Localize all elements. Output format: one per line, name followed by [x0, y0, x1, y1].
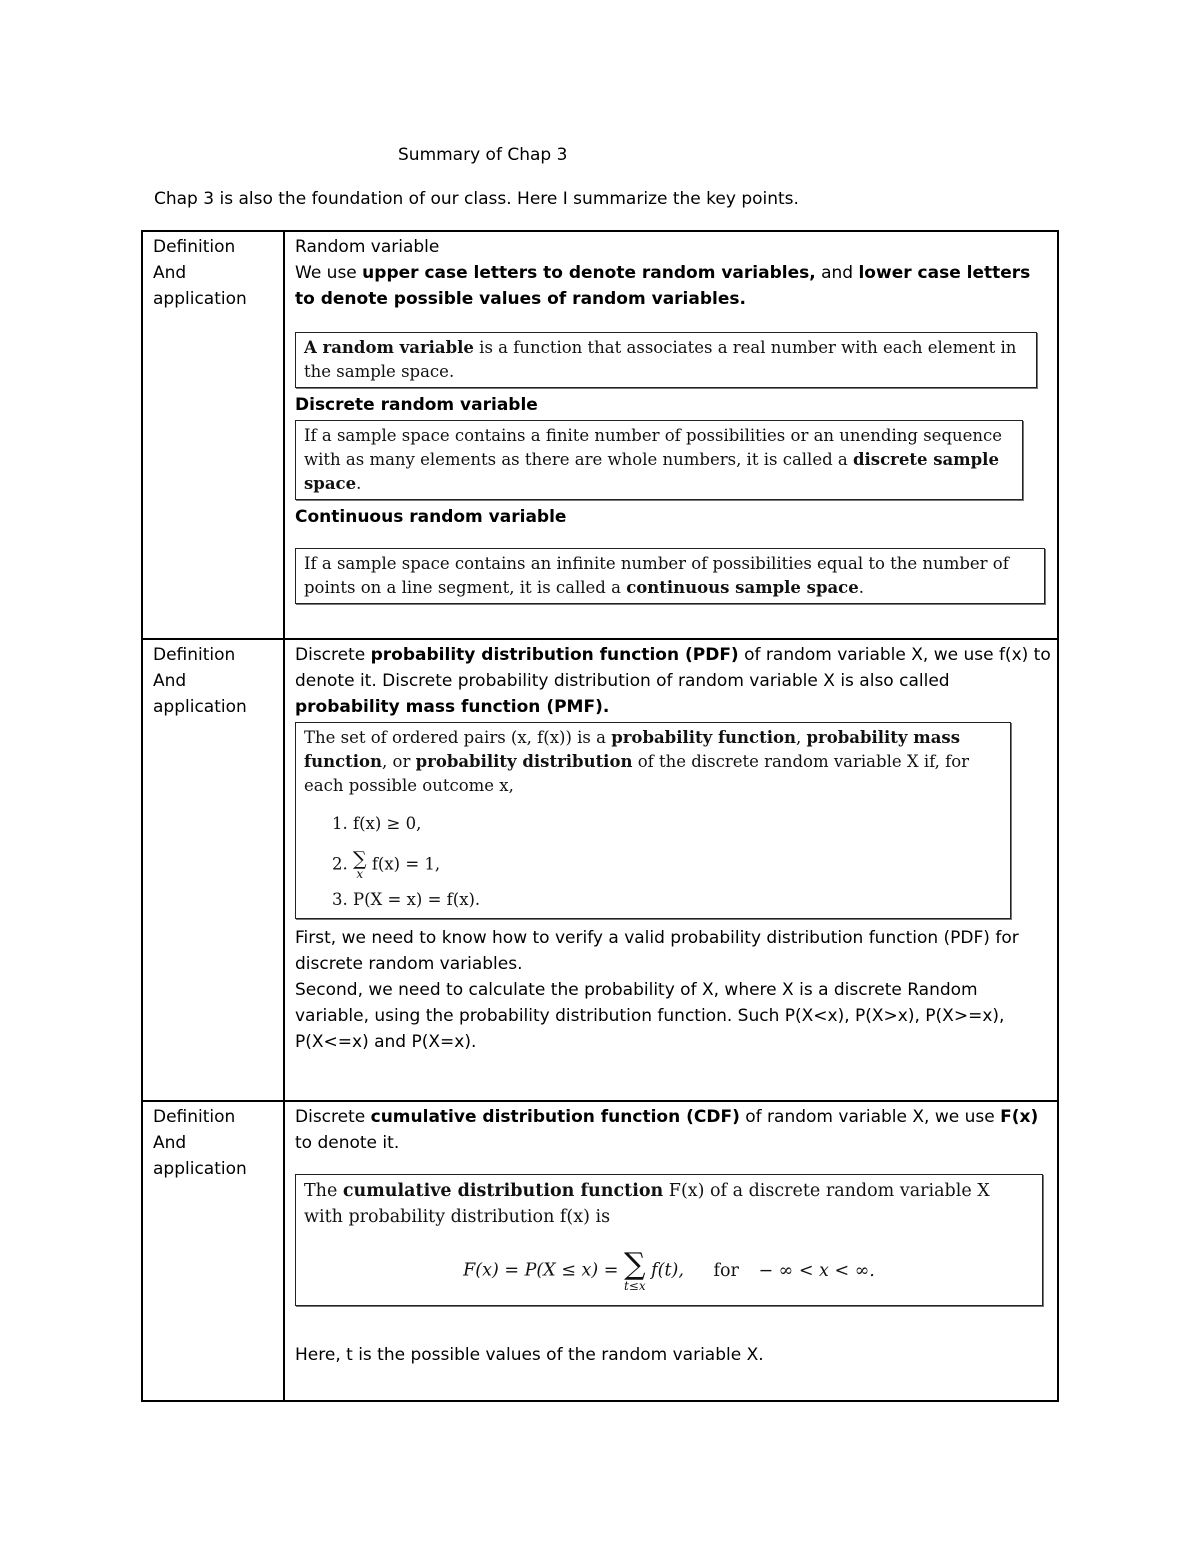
condition-item: 1. f(x) ≥ 0,: [332, 814, 422, 833]
label-line: Definition: [153, 645, 236, 665]
label-line: And: [153, 1133, 187, 1153]
cdf-formula: F(x) = P(X ≤ x) = ∑ t≤x f(t), for − ∞ < x < ∞.: [463, 1247, 875, 1293]
label-line: application: [153, 1159, 247, 1179]
row-label: [142, 639, 284, 1101]
row-content: [284, 231, 1058, 639]
row-content: [284, 1101, 1058, 1401]
row-content: [284, 639, 1058, 1101]
row-label: [142, 1101, 284, 1401]
page-title: Summary of Chap 3: [398, 145, 568, 165]
definition-box: If a sample space contains an infinite number of possibilities equal to the number of points on a line segment, it is called a continuous sample space.: [295, 548, 1045, 604]
intro-paragraph: Chap 3 is also the foundation of our class. Here I summarize the key points.: [154, 189, 799, 209]
paragraph: Discrete probability distribution function (PDF) of random variable X, we use f(x) to denote it. Discrete probability distribution of random variable X is also called probability mass function (PMF).: [295, 645, 1051, 717]
definition-box: The cumulative distribution function F(x) of a discrete random variable X with probability distribution f(x) is F(x) = P(X ≤ x) = ∑ t≤x f(t), for − ∞ < x < ∞.: [295, 1174, 1043, 1306]
definition-box: The set of ordered pairs (x, f(x)) is a probability function, probability mass function, or probability distribution of the discrete random variable X if, for each possible outcome x, 1. f(x) ≥ 0, 2. ∑ x f(x) = 1, 3. P(X = x) = f(x).: [295, 722, 1011, 919]
definition-box: If a sample space contains a finite number of possibilities or an unending sequence with as many elements as there are whole numbers, it is called a discrete sample space.: [295, 420, 1023, 500]
condition-item: 3. P(X = x) = f(x).: [332, 890, 481, 909]
summation-symbol: ∑ t≤x: [623, 1247, 646, 1293]
label-line: application: [153, 697, 247, 717]
paragraph: We use upper case letters to denote random variables, and lower case letters to denote possible values of random variables.: [295, 263, 1031, 309]
summary-table: [141, 230, 1059, 1402]
paragraph: First, we need to know how to verify a valid probability distribution function (PDF) for discrete random variables.: [295, 928, 1019, 974]
summation-symbol: ∑ x: [353, 848, 367, 881]
condition-item: 2. ∑ x f(x) = 1,: [332, 848, 441, 881]
definition-box: A random variable is a function that associates a real number with each element in the sample space.: [295, 332, 1037, 388]
subheading: Continuous random variable: [295, 507, 567, 527]
label-line: application: [153, 289, 247, 309]
paragraph: Discrete cumulative distribution function (CDF) of random variable X, we use F(x) to denote it.: [295, 1107, 1039, 1153]
table-row: [142, 639, 1058, 1101]
table-row: [142, 1101, 1058, 1401]
section-heading: Random variable: [295, 237, 440, 257]
label-line: Definition: [153, 237, 236, 257]
label-line: And: [153, 263, 187, 283]
paragraph: Here, t is the possible values of the random variable X.: [295, 1345, 764, 1365]
row-label: [142, 231, 284, 639]
table-row: [142, 231, 1058, 639]
label-line: And: [153, 671, 187, 691]
paragraph: Second, we need to calculate the probability of X, where X is a discrete Random variable, using the probability distribution function. Such P(X<x), P(X>x), P(X>=x), P(X<=x) and P(X=x).: [295, 980, 1005, 1052]
label-line: Definition: [153, 1107, 236, 1127]
subheading: Discrete random variable: [295, 395, 538, 415]
